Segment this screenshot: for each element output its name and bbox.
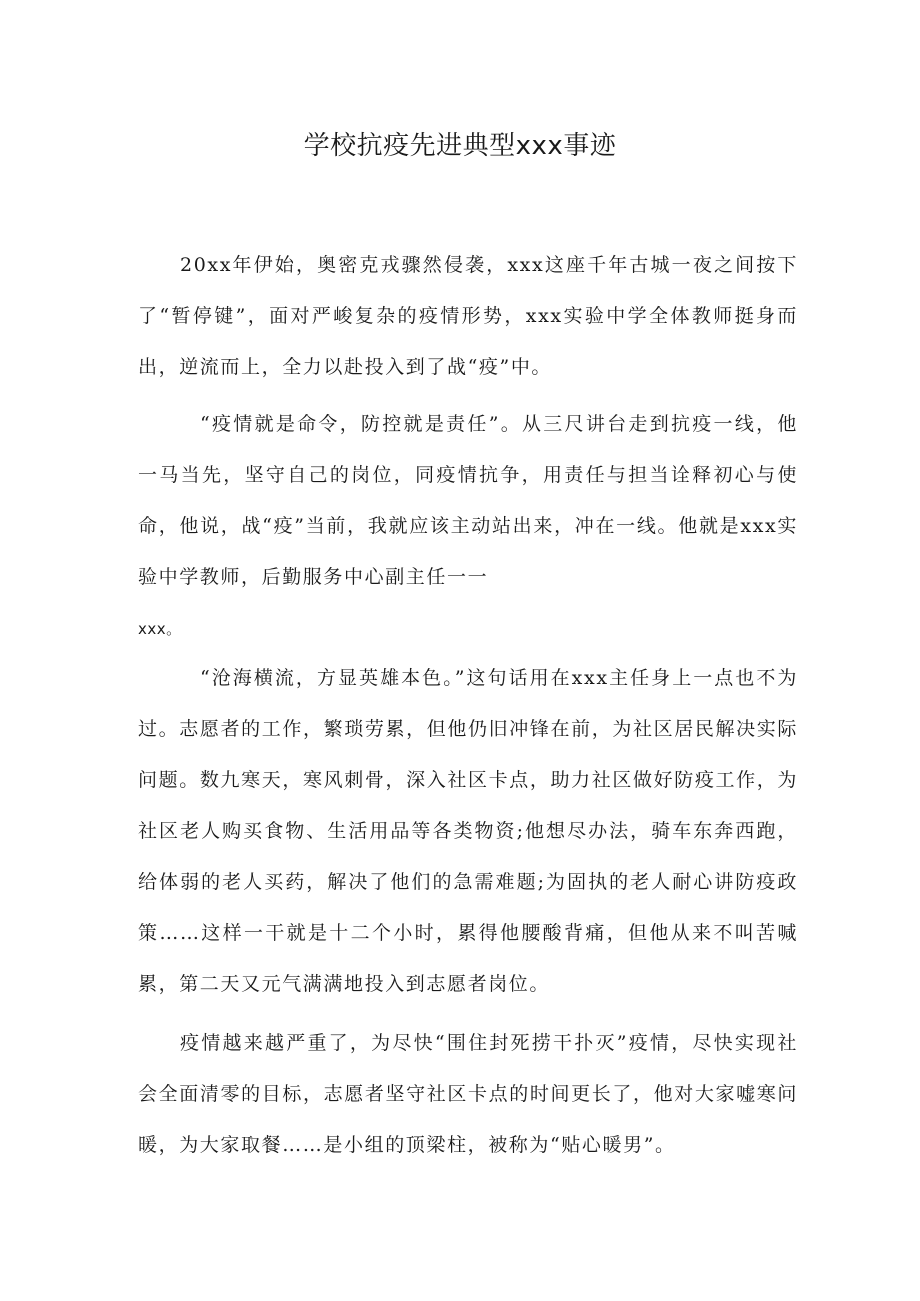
paragraph-2: “疫情就是命令，防控就是责任”。从三尺讲台走到抗疫一线，他一马当先，坚守自己的岗位，同疫情抗争，用责任与担当诠释初心与使命，他说，战“疫”当前，我就应该主动站出来，冲在一线。他就是xxx实验中学教师，后勤服务中心副主任一一 bbox=[138, 413, 798, 588]
paragraph-2-continuation: xxx。 bbox=[138, 620, 182, 638]
paragraph-4: 疫情越来越严重了，为尽快“围住封死捞干扑灭”疫情，尽快实现社会全面清零的目标，志愿者坚守社区卡点的时间更长了，他对大家嘘寒问暖，为大家取餐……是小组的顶梁柱，被称为“贴心暖男”。 bbox=[138, 1032, 798, 1156]
paragraph-3: “沧海横流，方显英雄本色。”这句话用在xxx主任身上一点也不为过。志愿者的工作，繁琐劳累，但他仍旧冲锋在前，为社区居民解决实际问题。数九寒天，寒风刺骨，深入社区卡点，助力社区做好防疫工作，为社区老人购买食物、生活用品等各类物资;他想尽办法，骑车东奔西跑，给体弱的老人买药，解决了他们的急需难题;为固执的老人耐心讲防疫政策……这样一干就是十二个小时，累得他腰酸背痛，但他从来不叫苦喊累，第二天又元气满满地投入到志愿者岗位。 bbox=[138, 667, 798, 995]
paragraph-1: 20xx年伊始，奥密克戎骤然侵袭，xxx这座千年古城一夜之间按下了“暂停键”，面对严峻复杂的疫情形势，xxx实验中学全体教师挺身而出，逆流而上，全力以赴投入到了战“疫”中。 bbox=[138, 254, 798, 378]
document-title: 学校抗疫先进典型xxx事迹 bbox=[303, 131, 617, 161]
document-body bbox=[138, 240, 798, 1171]
